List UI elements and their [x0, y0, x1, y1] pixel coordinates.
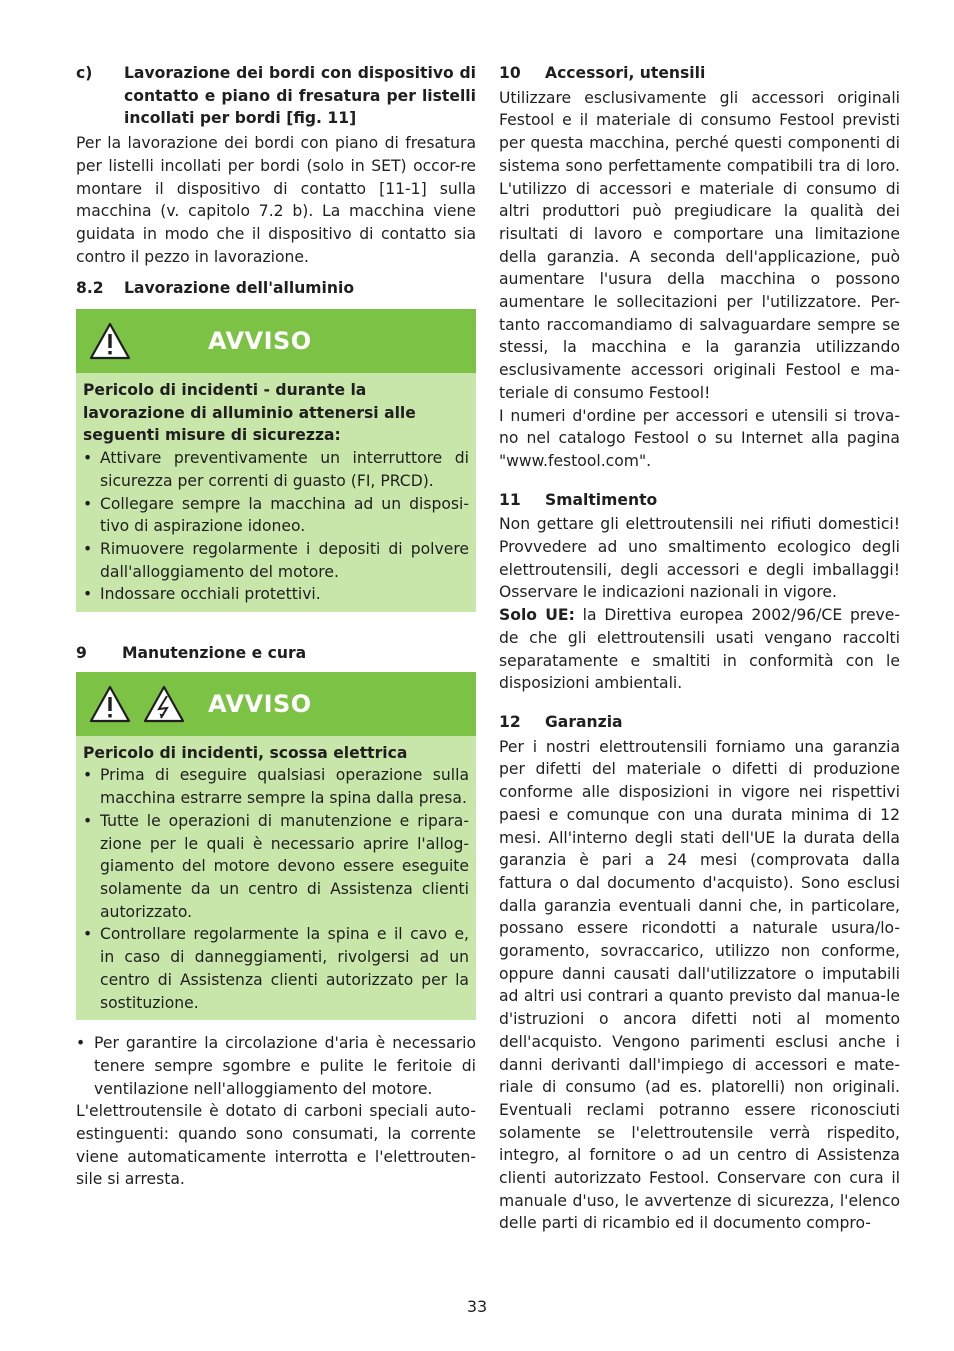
section-12-heading — [499, 711, 900, 734]
paragraph-closing: L'elettroutensile è dotato di carboni speciali auto-estinguenti: quando sono consumati, la corrente viene automaticamente interrotta e l'elettrouten-sile si arresta. — [76, 1102, 476, 1189]
subsection-number: c) — [76, 64, 93, 82]
warning-triangle-icon — [88, 684, 132, 724]
section-11-paragraph-2: Solo UE: la Direttiva europea 2002/96/CE preve-de che gli elettroutensili usati vengano raccolti separatamente e smaltiti in conformità con le disposizioni ambientali. — [499, 606, 900, 693]
warning-box-maintenance — [76, 672, 476, 1020]
warning-lead: Pericolo di incidenti, scossa elettrica — [83, 743, 408, 762]
section-title: Manutenzione e cura — [122, 644, 307, 663]
section-number: 12 — [499, 712, 521, 731]
section-12-paragraph-1: Per i nostri elettroutensili forniamo una garanzia per difetti del materiale o difetti di produzione conforme alle disposizioni in vigore nei rispettivi paesi e comunque con una durata minima di 12 mesi. All'interno degli stati dell'UE la durata della garanzia è pari a 24 mesi (comprovata dalla fattura o dal documento d'acquisto). Sono esclusi dalla garanzia eventuali danni che, in particolare, possano essere ricondotti a naturale usura/lo-goramento, sovraccarico, utilizzo non conforme, oppure danni causati dall'utilizzatore o imputabili ad altri usi contrari a quanto previsto dal manua-le d'istruzioni o ancora difetti noti al momento dell'acquisto. Vengono parimenti esclusi anche i danni derivanti dall'impiego di accessori e mate-riale di consumo (ad es. platorelli) non originali. Eventuali reclami potranno essere riconosciuti solamente se l'elettroutensile verrà rispedito, integro, al fornitore o ad un centro di Assistenza clienti autorizzato Festool. Conservare con cura il manuale d'uso, le avvertenze di sicurezza, l'elenco delle parti di ricambio ed il documento compro- — [499, 737, 900, 1233]
section-title: Garanzia — [545, 712, 623, 731]
left-column — [76, 62, 476, 1191]
section-10-paragraph-1: Utilizzare esclusivamente gli accessori originali Festool e il materiale di consumo Festool previsti per questa macchina, perché questi componenti di sistema sono perfettamente compatibili tra di loro. L'utilizzo di accessori e materiale di consumo di altri produttori può pregiudicare la qualità dei risultati di lavoro e comportare una limitazione della garanzia. A seconda dell'applicazione, può aumentare l'usura della macchina o possono aumentare le sollecitazioni per l'utilizzatore. Per-tanto raccomandiamo di salvaguardare sempre se stessi, la macchina e la garanzia utilizzando esclusivamente accessori originali Festool e ma-teriale di consumo Festool! — [499, 88, 900, 402]
section-11-paragraph-1: Non gettare gli elettroutensili nei rifiuti domestici! Provvedere ad uno smaltimento ecologico degli elettroutensili, degli accessori e degli imballaggi! Osservare le indicazioni nazionali in vigore. — [499, 515, 900, 602]
section-title: Lavorazione dell'alluminio — [124, 279, 355, 298]
subsection-c-heading — [76, 62, 476, 130]
subsection-title: Lavorazione dei bordi con dispositivo di contatto e piano di fresatura per listelli incollati per bordi [fig. 11] — [124, 64, 476, 128]
warning-header — [76, 672, 476, 736]
section-number: 8.2 — [76, 279, 104, 298]
warning-list-item: • Controllare regolarmente la spina e il cavo e, in caso di danneggiamenti, rivolgersi ad un centro di Assistenza clienti autorizzato per la sostituzione. — [83, 925, 469, 1012]
warning-title: AVVISO — [208, 327, 312, 356]
list-item: • Per garantire la circolazione d'aria è necessario tenere sempre sgombre e pulite le feritoie di ventilazione nell'alloggiamento del motore. — [76, 1034, 476, 1098]
warning-list-item: • Attivare preventivamente un interruttore di sicurezza per correnti di guasto (FI, PRCD). — [83, 449, 469, 490]
page-number: 33 — [466, 1297, 488, 1316]
warning-lead: Pericolo di incidenti - durante la lavorazione di alluminio attenersi alle seguenti misure di sicurezza: — [83, 381, 416, 445]
section-number: 11 — [499, 490, 521, 509]
section-8-2-heading — [76, 277, 476, 300]
warning-list-item: • Indossare occhiali protettivi. — [83, 585, 321, 604]
eu-label: Solo UE: — [499, 606, 575, 625]
warning-list-item: • Rimuovere regolarmente i depositi di polvere dall'alloggiamento del motore. — [83, 539, 469, 581]
warning-body — [76, 736, 476, 1020]
section-number: 10 — [499, 64, 521, 82]
electric-shock-icon — [142, 684, 186, 724]
warning-list-item: • Tutte le operazioni di manutenzione e ripara-zione per le quali è necessario aprire l'allog-giamento del motore devono essere eseguite solamente da un centro di Assistenza clienti autorizzato. — [83, 811, 469, 921]
subsection-c-body: Per la lavorazione dei bordi con piano di fresatura per listelli incollati per bordi (solo in SET) occor-re montare il dispositivo di contatto [11-1] sulla macchina (v. capitolo 7.2 b). La macchina viene guidata in modo che il dispositivo di contatto sia contro il pezzo in lavorazione. — [76, 134, 476, 266]
warning-box-aluminium — [76, 309, 476, 612]
warning-title: AVVISO — [208, 689, 312, 718]
section-number: 9 — [76, 644, 87, 663]
warning-list-item: • Prima di eseguire qualsiasi operazione sulla macchina estrarre sempre la spina dalla presa. — [83, 766, 469, 808]
section-9-heading — [76, 642, 476, 665]
warning-header — [76, 309, 476, 373]
section-11-heading — [499, 489, 900, 512]
right-column — [499, 62, 900, 1235]
section-10-heading — [499, 62, 900, 85]
warning-triangle-icon — [88, 321, 132, 361]
section-title: Smaltimento — [545, 490, 658, 509]
warning-body — [76, 373, 476, 612]
section-title: Accessori, utensili — [545, 64, 706, 82]
section-10-paragraph-2: I numeri d'ordine per accessori e utensili si trova-no nel catalogo Festool o su Internet alla pagina "www.festool.com". — [499, 406, 900, 470]
warning-list-item: • Collegare sempre la macchina ad un disposi-tivo di aspirazione idoneo. — [83, 494, 469, 536]
